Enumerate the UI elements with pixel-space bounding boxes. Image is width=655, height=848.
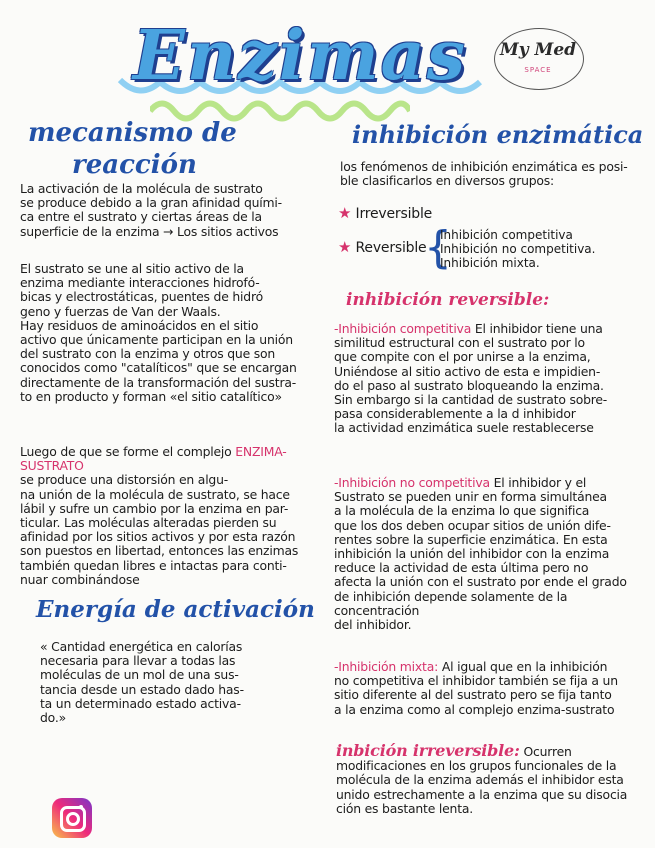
text-line: Hay residuos de aminoácidos en el sitio bbox=[20, 317, 259, 333]
logo-sub-text: SPACE bbox=[524, 66, 552, 74]
paragraph-energia bbox=[40, 640, 290, 725]
text-line: a la enzima como al complejo enzima-sustrato bbox=[334, 701, 615, 717]
text-line: que compite con el por unirse a la enzima, bbox=[334, 349, 591, 365]
mixta-text: Al igual que en la inhibición bbox=[441, 659, 608, 674]
text-line: pasa considerablemente a la d inhibidor bbox=[334, 406, 576, 422]
text-line: do el paso al sustrato bloqueando la enzima. bbox=[334, 377, 604, 393]
page-title: Enzimas bbox=[132, 16, 467, 96]
brace-icon: { bbox=[424, 222, 452, 273]
text-line: ca entre el sustrato y ciertas áreas de la bbox=[20, 209, 262, 225]
text-line: ta un determinado estado activa- bbox=[40, 695, 241, 711]
text-line: enzima mediante interacciones hidrofó- bbox=[20, 275, 260, 291]
text-line: na unión de la molécula de sustrato, se hace bbox=[20, 486, 290, 502]
text-line: molécula de la enzima además el inhibidor esta bbox=[336, 772, 624, 788]
irreversible-item bbox=[338, 206, 432, 221]
text-line: Uniéndose al sitio activo de esta e impidien- bbox=[334, 363, 601, 379]
text-line: superficie de la enzima → Los sitios activos bbox=[20, 223, 279, 239]
text-line: tancia desde un estado dado has- bbox=[40, 681, 244, 697]
text-line: del inhibidor. bbox=[334, 617, 412, 633]
heading-inhibicion-irreversible: inbición irreversible: bbox=[336, 741, 520, 760]
text-line: se produce una distorsión en algu- bbox=[20, 472, 229, 488]
complejo-text: Luego de que se forme el complejo bbox=[20, 444, 232, 459]
title-block bbox=[100, 10, 500, 100]
text-line: también quedan libres e intactas para conti- bbox=[20, 557, 287, 573]
text-line: los fenómenos de inhibición enzimática es posi- bbox=[340, 159, 628, 174]
reversible-types-list bbox=[440, 228, 595, 270]
text-line: a la molécula de la enzima lo que significa bbox=[334, 503, 590, 519]
text-line: geno y fuerzas de Van der Waals. bbox=[20, 303, 221, 319]
mixta-label: -Inhibición mixta: bbox=[334, 659, 439, 674]
heading-reaccion: reacción bbox=[72, 150, 197, 180]
text-line: ción es bastante lenta. bbox=[336, 800, 473, 816]
text-line: modificaciones en los grupos funcionales de la bbox=[336, 758, 617, 774]
irreversible-label: Irreversible bbox=[355, 206, 433, 222]
text-line: reduce la actividad de esta última pero no bbox=[334, 560, 589, 576]
text-line: rentes sobre la superficie enzimática. En esta bbox=[334, 531, 608, 547]
text-line bbox=[20, 445, 300, 473]
list-item: Inhibición no competitiva. bbox=[440, 242, 596, 256]
list-item: Inhibición competitiva bbox=[440, 228, 573, 242]
instagram-icon[interactable] bbox=[52, 798, 92, 838]
text-line: to en producto y forman «el sitio catalítico» bbox=[20, 388, 282, 404]
star-icon: ★ bbox=[338, 238, 352, 256]
text-line: El sustrato se une al sitio activo de la bbox=[20, 261, 244, 276]
text-line: que los dos deben ocupar sitios de unión dife- bbox=[334, 517, 611, 533]
text-line: Sin embargo si la cantidad de sustrato sobre- bbox=[334, 392, 608, 408]
paragraph-activacion bbox=[20, 182, 295, 239]
text-line: ble clasificarlos en diversos grupos: bbox=[340, 173, 555, 189]
text-line: son puestos en libertad, entonces las enzimas bbox=[20, 543, 299, 559]
text-line: nuar combinándose bbox=[20, 571, 140, 587]
text-line: similitud estructural con el sustrato por lo bbox=[334, 335, 585, 351]
text-line: afinidad por los sitios activos y por esta razón bbox=[20, 529, 296, 545]
text-line: no competitiva el inhibidor también se fija a un bbox=[334, 673, 618, 689]
text-line: do.» bbox=[40, 710, 66, 726]
heading-mecanismo: mecanismo de bbox=[28, 118, 237, 148]
text-line: de inhibición depende solamente de la concentración bbox=[334, 588, 568, 618]
text-line: ticular. Las moléculas alteradas pierden su bbox=[20, 515, 277, 531]
text-line: lábil y sufre un cambio por la enzima en par- bbox=[20, 500, 289, 516]
text-line: La activación de la molécula de sustrato bbox=[20, 181, 263, 196]
heading-inhibicion-reversible: inhibición reversible: bbox=[346, 290, 550, 310]
no-competitiva-text: El inhibidor y el bbox=[493, 475, 587, 490]
instagram-flash bbox=[79, 805, 83, 809]
enzima-sustrato-highlight: ENZIMA-SUSTRATO bbox=[20, 444, 287, 474]
heading-energia: Energía de activación bbox=[36, 596, 315, 623]
text-line: bicas y electrostáticas, puentes de hidró bbox=[20, 289, 263, 305]
logo-main-text: My Med bbox=[499, 40, 577, 60]
reversible-item bbox=[338, 240, 426, 255]
text-line bbox=[334, 660, 644, 674]
paragraph-irreversible bbox=[336, 741, 646, 816]
paragraph-mixta bbox=[334, 660, 644, 717]
brand-logo bbox=[488, 22, 588, 94]
text-line: activo que únicamente participan en la unión bbox=[20, 332, 293, 348]
text-line bbox=[334, 322, 644, 336]
text-line: moléculas de un mol de una sus- bbox=[40, 667, 239, 683]
paragraph-complejo bbox=[20, 445, 300, 587]
text-line: directamente de la transformación del sustra- bbox=[20, 374, 296, 390]
text-line: se produce debido a la gran afinidad quími- bbox=[20, 195, 282, 211]
text-line: Sustrato se pueden unir en forma simultánea bbox=[334, 489, 607, 505]
text-line bbox=[336, 741, 646, 760]
paragraph-sitio-activo bbox=[20, 262, 300, 404]
competitiva-text: El inhibidor tiene una bbox=[474, 321, 603, 336]
instagram-lens bbox=[66, 812, 80, 826]
competitiva-label: -Inhibición competitiva bbox=[334, 321, 472, 336]
star-icon: ★ bbox=[338, 204, 352, 222]
text-line: conocidos como "catalíticos" que se encargan bbox=[20, 360, 297, 376]
text-line: afecta la unión con el sustrato por ende el grado bbox=[334, 574, 627, 590]
text-line: necesaria para llevar a todas las bbox=[40, 653, 236, 669]
text-line: « Cantidad energética en calorías bbox=[40, 639, 243, 654]
text-line: unido estrechamente a la enzima que su disocia bbox=[336, 786, 628, 802]
text-line: la actividad enzimática suele restablecerse bbox=[334, 420, 594, 436]
text-line: del sustrato con la enzima y otros que son bbox=[20, 346, 276, 362]
reversible-label: Reversible bbox=[355, 240, 427, 256]
text-line: sitio diferente al del sustrato pero se fija tanto bbox=[334, 687, 612, 703]
paragraph-intro bbox=[340, 160, 640, 188]
list-item: Inhibición mixta. bbox=[440, 256, 540, 270]
no-competitiva-label: -Inhibición no competitiva bbox=[334, 475, 490, 490]
paragraph-no-competitiva bbox=[334, 476, 644, 632]
irreversible-text: Ocurren bbox=[523, 744, 572, 759]
heading-inhibicion: inhibición enzimática bbox=[352, 120, 644, 149]
paragraph-competitiva bbox=[334, 322, 644, 436]
text-line: inhibición la unión del inhibidor con la enzima bbox=[334, 546, 610, 562]
text-line bbox=[334, 476, 644, 490]
